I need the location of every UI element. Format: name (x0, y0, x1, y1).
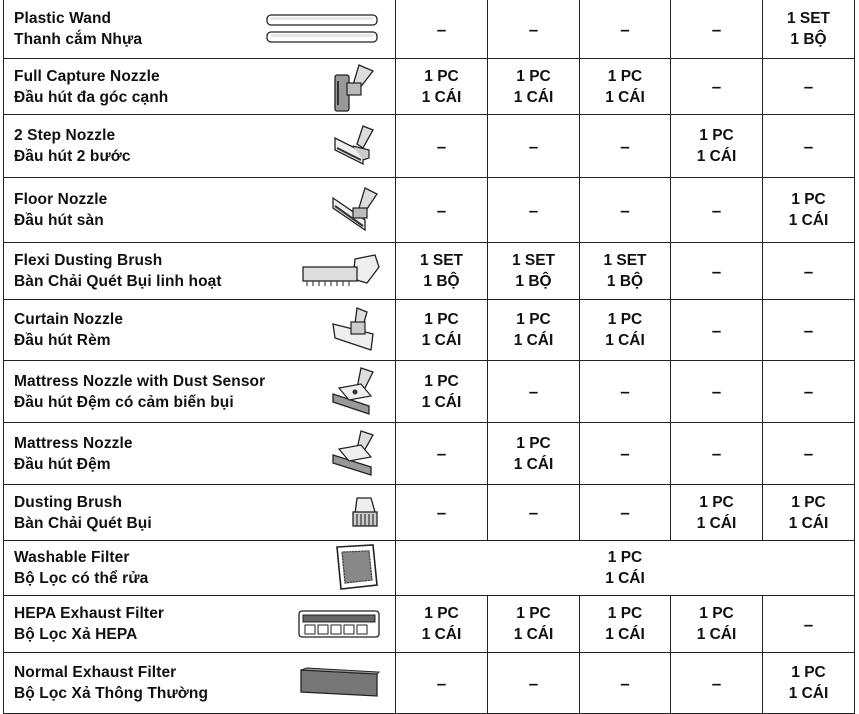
quantity-cell (488, 485, 580, 541)
quantity-cell (763, 596, 855, 653)
item-cell (4, 361, 396, 423)
quantity-dash: – (803, 136, 814, 156)
item-name-en: Floor Nozzle (14, 191, 108, 208)
quantity-line: 1 CÁI (788, 514, 829, 532)
item-names (14, 492, 395, 534)
quantity-line: 1 PC (791, 191, 826, 208)
quantity-cell (671, 485, 763, 541)
item-cell (4, 59, 396, 115)
quantity-line: 1 CÁI (513, 88, 554, 106)
quantity-line: 1 SET (511, 252, 556, 269)
quantity-line: 1 PC (699, 605, 734, 622)
quantity-line: 1 CÁI (605, 332, 645, 349)
quantity-line: 1 PC (699, 127, 734, 144)
quantity-line: 1 PC (607, 311, 643, 328)
mattress-nozzle-sensor-icon (331, 366, 381, 418)
quantity-cell (671, 361, 763, 423)
quantity-cell (580, 653, 671, 714)
quantity-cell (396, 59, 488, 115)
quantity-dash: – (620, 19, 630, 39)
item-name-vi: Đầu hút Đệm (14, 455, 111, 473)
quantity-line: 1 PC (516, 434, 551, 452)
floor-nozzle-icon (331, 186, 381, 234)
quantity-line: 1 PC (699, 493, 734, 511)
quantity-cell (671, 59, 763, 115)
quantity-line: 1 PC (424, 311, 459, 328)
quantity-line: 1 PC (607, 549, 643, 566)
quantity-dash: – (620, 444, 630, 463)
item-name-vi: Đầu hút sàn (14, 212, 104, 229)
quantity-cell (763, 115, 855, 178)
quantity-line: 1 BỘ (790, 31, 827, 48)
quantity-dash: – (711, 200, 722, 220)
quantity-cell (396, 243, 488, 300)
dusting-brush-icon (351, 496, 381, 530)
quantity-cell (396, 485, 488, 541)
quantity-cell (396, 423, 488, 485)
item-cell (4, 541, 396, 596)
quantity-cell (671, 178, 763, 243)
quantity-cell (580, 115, 671, 178)
quantity-line: 1 CÁI (696, 148, 737, 165)
quantity-dash: – (803, 320, 814, 340)
item-name-vi: Bộ Lọc Xả HEPA (14, 626, 138, 643)
item-name-en: Mattress Nozzle with Dust Sensor (14, 372, 266, 390)
quantity-line: 1 PC (791, 664, 826, 681)
table-row (4, 361, 855, 423)
item-name-en: Plastic Wand (14, 10, 112, 27)
quantity-cell (763, 59, 855, 115)
quantity-line: 1 PC (791, 493, 826, 511)
quantity-cell (580, 0, 671, 59)
quantity-cell (763, 361, 855, 423)
full-capture-nozzle-icon (329, 61, 381, 113)
mattress-nozzle-icon (331, 429, 381, 479)
quantity-dash: – (711, 77, 722, 96)
item-cell (4, 300, 396, 361)
quantity-line: 1 CÁI (605, 88, 645, 106)
item-name-en: Mattress Nozzle (14, 434, 133, 452)
quantity-line: 1 CÁI (788, 212, 829, 229)
table-row (4, 0, 855, 59)
quantity-dash: – (528, 503, 539, 522)
item-name-vi: Đầu hút đa góc cạnh (14, 88, 169, 106)
quantity-line: 1 CÁI (421, 393, 462, 411)
quantity-dash: – (436, 19, 447, 39)
quantity-cell (671, 596, 763, 653)
quantity-line: 1 BỘ (606, 273, 644, 290)
item-cell (4, 0, 396, 59)
quantity-line: 1 CÁI (421, 88, 462, 106)
quantity-cell (671, 243, 763, 300)
item-cell (4, 596, 396, 653)
quantity-cell (580, 423, 671, 485)
quantity-cell (671, 423, 763, 485)
table-row (4, 485, 855, 541)
quantity-cell (396, 653, 488, 714)
quantity-cell (488, 59, 580, 115)
item-name-vi: Đầu hút Đệm có cảm biến bụi (14, 393, 234, 411)
quantity-cell (488, 300, 580, 361)
quantity-cell (763, 178, 855, 243)
quantity-cell (671, 115, 763, 178)
quantity-cell (488, 178, 580, 243)
quantity-dash: – (803, 444, 814, 463)
quantity-cell (396, 541, 855, 596)
quantity-line: 1 PC (424, 605, 459, 622)
table-row (4, 59, 855, 115)
quantity-cell (671, 300, 763, 361)
item-cell (4, 653, 396, 714)
item-cell (4, 115, 396, 178)
quantity-line: 1 CÁI (421, 332, 462, 349)
quantity-dash: – (711, 673, 722, 693)
item-name-en: Curtain Nozzle (14, 311, 124, 328)
quantity-dash: – (803, 382, 814, 401)
quantity-dash: – (620, 382, 630, 401)
quantity-dash: – (436, 136, 447, 156)
quantity-line: 1 PC (516, 67, 551, 85)
item-name-vi: Bàn Chải Quét Bụi (14, 514, 152, 532)
quantity-cell (488, 596, 580, 653)
item-name-vi: Bộ Lọc Xả Thông Thường (14, 685, 209, 702)
quantity-cell (763, 0, 855, 59)
quantity-cell (580, 485, 671, 541)
quantity-dash: – (528, 382, 539, 401)
item-cell (4, 243, 396, 300)
item-name-en: Flexi Dusting Brush (14, 252, 163, 269)
quantity-dash: – (711, 444, 722, 463)
quantity-line: 1 SET (419, 252, 464, 269)
quantity-line: 1 CÁI (696, 626, 737, 643)
quantity-dash: – (620, 673, 630, 693)
quantity-cell (580, 361, 671, 423)
accessory-table-body (4, 0, 855, 714)
quantity-line: 1 CÁI (513, 626, 554, 643)
item-cell (4, 178, 396, 243)
quantity-dash: – (803, 77, 814, 96)
table-row (4, 653, 855, 714)
item-name-vi: Đầu hút Rèm (14, 332, 111, 349)
item-name-vi: Bàn Chải Quét Bụi linh hoạt (14, 273, 222, 290)
quantity-cell (488, 0, 580, 59)
normal-exhaust-filter-icon (299, 666, 381, 700)
accessory-table (3, 0, 855, 714)
quantity-cell (671, 0, 763, 59)
quantity-dash: – (620, 503, 630, 522)
quantity-line: 1 CÁI (513, 332, 554, 349)
quantity-dash: – (436, 444, 447, 463)
quantity-dash: – (711, 261, 722, 281)
quantity-cell (671, 653, 763, 714)
quantity-line: 1 CÁI (696, 514, 737, 532)
quantity-cell (396, 115, 488, 178)
plastic-wand-icon (265, 12, 381, 46)
table-row (4, 541, 855, 596)
quantity-dash: – (620, 136, 630, 156)
quantity-cell (488, 361, 580, 423)
item-name-vi: Thanh cắm Nhựa (14, 31, 143, 48)
item-name-en: Full Capture Nozzle (14, 67, 160, 85)
item-name-en: Normal Exhaust Filter (14, 664, 177, 681)
quantity-line: 1 CÁI (513, 455, 554, 473)
quantity-line: 1 BỘ (515, 273, 552, 290)
quantity-dash: – (528, 136, 539, 156)
quantity-line: 1 CÁI (605, 570, 645, 587)
item-name-vi: Đầu hút 2 bước (14, 148, 131, 165)
quantity-cell (488, 115, 580, 178)
quantity-line: 1 PC (516, 311, 551, 328)
quantity-cell (396, 178, 488, 243)
curtain-nozzle-icon (331, 306, 381, 354)
quantity-cell (763, 653, 855, 714)
quantity-line: 1 BỘ (423, 273, 460, 290)
quantity-cell (396, 596, 488, 653)
item-name-en: 2 Step Nozzle (14, 127, 116, 144)
item-name-en: Washable Filter (14, 549, 130, 566)
quantity-line: 1 PC (424, 67, 459, 85)
table-row (4, 115, 855, 178)
table-row (4, 300, 855, 361)
table-row (4, 423, 855, 485)
quantity-cell (488, 423, 580, 485)
table-row (4, 596, 855, 653)
quantity-cell (580, 243, 671, 300)
quantity-dash: – (711, 320, 722, 340)
quantity-cell (396, 0, 488, 59)
quantity-line: 1 PC (424, 372, 459, 390)
quantity-dash: – (711, 382, 722, 401)
quantity-cell (763, 485, 855, 541)
item-name-en: HEPA Exhaust Filter (14, 605, 165, 622)
quantity-line: 1 SET (603, 252, 647, 269)
quantity-cell (488, 653, 580, 714)
table-row (4, 243, 855, 300)
quantity-cell (763, 423, 855, 485)
quantity-line: 1 CÁI (788, 685, 829, 702)
two-step-nozzle-icon (333, 124, 381, 168)
quantity-line: 1 PC (607, 67, 643, 85)
quantity-cell (580, 596, 671, 653)
quantity-cell (396, 361, 488, 423)
quantity-cell (580, 178, 671, 243)
quantity-dash: – (620, 200, 630, 220)
quantity-line: 1 CÁI (421, 626, 462, 643)
quantity-dash: – (528, 200, 539, 220)
quantity-dash: – (436, 200, 447, 220)
item-cell (4, 423, 396, 485)
flexi-dusting-brush-icon (301, 253, 381, 289)
quantity-dash: – (436, 503, 447, 522)
quantity-dash: – (711, 19, 722, 39)
quantity-cell (580, 59, 671, 115)
quantity-line: 1 PC (607, 605, 643, 622)
item-cell (4, 485, 396, 541)
quantity-cell (488, 243, 580, 300)
quantity-cell (396, 300, 488, 361)
quantity-dash: – (528, 673, 539, 693)
washable-filter-icon (333, 543, 381, 593)
item-name-vi: Bộ Lọc có thể rửa (14, 570, 149, 587)
quantity-cell (580, 300, 671, 361)
quantity-dash: – (803, 614, 814, 634)
quantity-line: 1 SET (786, 10, 831, 27)
quantity-dash: – (528, 19, 539, 39)
quantity-line: 1 CÁI (605, 626, 645, 643)
item-name-en: Dusting Brush (14, 493, 123, 511)
quantity-cell (763, 243, 855, 300)
quantity-line: 1 PC (516, 605, 551, 622)
hepa-exhaust-filter-icon (297, 607, 381, 641)
quantity-cell (763, 300, 855, 361)
quantity-dash: – (803, 261, 814, 281)
quantity-dash: – (436, 673, 447, 693)
table-row (4, 178, 855, 243)
